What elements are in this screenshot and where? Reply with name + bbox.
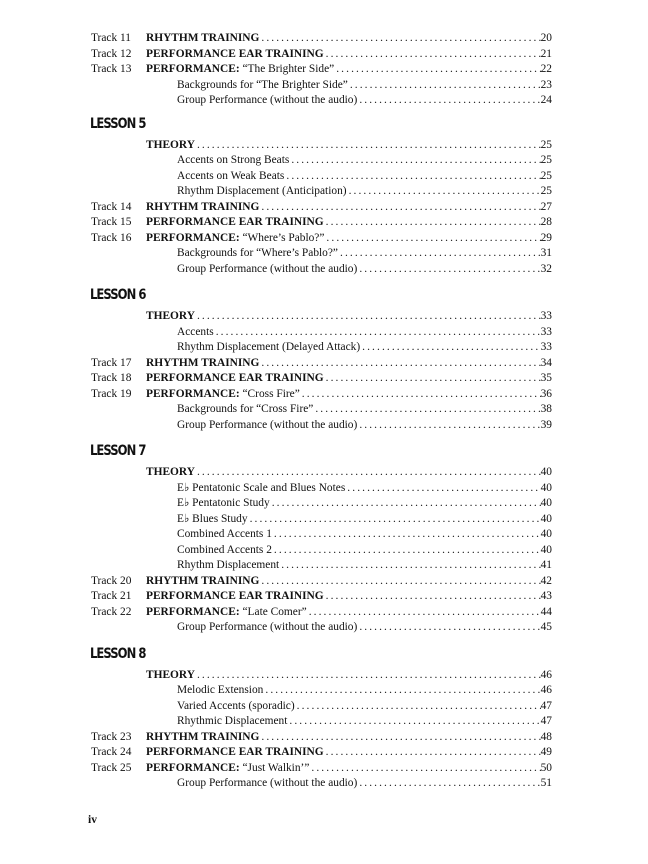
page-number: 40: [540, 466, 552, 478]
entry-bold-title: PERFORMANCE:: [146, 387, 240, 400]
entry-text: “Where’s Pablo?”: [239, 231, 325, 244]
dot-leader: [300, 387, 541, 403]
page-number: 47: [540, 699, 552, 712]
toc-entry-line: [146, 309, 552, 325]
entry-text: Rhythm Displacement (Anticipation): [177, 185, 347, 197]
dot-leader: [324, 47, 541, 63]
entry-title: [146, 371, 324, 387]
entry-bold-title: RHYTHM TRAINING: [146, 32, 260, 44]
entry-bold-title: THEORY: [146, 466, 195, 478]
toc-entry[interactable]: [0, 761, 648, 777]
toc-entry-line: [146, 668, 552, 684]
entry-title: [177, 402, 313, 418]
toc-entry-line: [146, 605, 552, 621]
entry-bold-title: RHYTHM TRAINING: [146, 574, 260, 587]
entry-title: [177, 325, 214, 341]
page-number: 31: [540, 247, 552, 259]
toc-entry-line: [146, 31, 552, 47]
toc-entry-line: [146, 47, 552, 63]
toc-entry-line: [146, 574, 552, 590]
entry-title: [177, 169, 284, 185]
entry-title: [177, 262, 357, 278]
entry-title: [177, 776, 357, 792]
page-number: 43: [540, 590, 552, 602]
dot-leader: [360, 340, 540, 356]
toc-entry-line: [146, 371, 552, 387]
entry-title: [146, 730, 259, 746]
dot-leader: [357, 418, 540, 434]
entry-title: [146, 138, 195, 154]
entry-title: [146, 215, 324, 231]
page-number: 25: [540, 154, 552, 166]
entry-title: [146, 605, 307, 621]
toc-entry-line: [177, 340, 552, 356]
page-number: 34: [540, 356, 552, 369]
page-number: 50: [540, 761, 552, 774]
page-number: 39: [540, 418, 552, 431]
page-number: 33: [540, 341, 552, 353]
lesson-heading-lesson-6: LESSON 6: [90, 287, 146, 303]
toc-entry[interactable]: [0, 262, 648, 278]
dot-leader: [279, 558, 540, 574]
toc-entry[interactable]: [0, 402, 648, 418]
dot-leader: [324, 745, 541, 761]
dot-leader: [357, 776, 540, 792]
toc-entry-line: [146, 730, 552, 746]
page-number: 45: [540, 621, 552, 633]
page-number: 40: [540, 512, 552, 525]
toc-entry[interactable]: [0, 387, 648, 403]
page-number: 40: [540, 497, 552, 509]
lesson-heading-lesson-8: LESSON 8: [90, 645, 146, 662]
toc-entry-line: [146, 589, 552, 605]
toc-entry-line: [146, 200, 552, 216]
page-number: 49: [540, 746, 552, 758]
track-number: Track 14: [91, 200, 132, 213]
dot-leader: [259, 200, 540, 216]
dot-leader: [324, 589, 541, 605]
page-number: 38: [540, 403, 552, 415]
entry-bold-title: THEORY: [146, 310, 195, 322]
page-number: 44: [540, 605, 552, 618]
dot-leader: [307, 605, 541, 621]
dot-leader: [195, 668, 541, 684]
entry-bold-title: THEORY: [146, 138, 195, 151]
page-number: 29: [540, 231, 552, 244]
track-number: Track 18: [91, 372, 132, 384]
entry-bold-title: PERFORMANCE EAR TRAINING: [146, 372, 324, 384]
table-of-contents: [0, 31, 648, 792]
entry-text: Varied Accents (sporadic): [177, 699, 295, 712]
entry-title: [177, 184, 347, 200]
toc-entry[interactable]: [0, 31, 648, 47]
entry-bold-title: PERFORMANCE EAR TRAINING: [146, 216, 324, 228]
toc-entry-line: [177, 184, 552, 200]
entry-bold-title: RHYTHM TRAINING: [146, 200, 260, 213]
toc-entry[interactable]: [0, 62, 648, 78]
lesson-heading-lesson-5: LESSON 5: [90, 115, 146, 132]
track-number: Track 12: [91, 47, 132, 60]
entry-text: Combined Accents 1: [177, 528, 272, 540]
entry-title: [146, 356, 259, 372]
toc-entry-line: [177, 262, 552, 278]
track-number: Track 19: [91, 387, 132, 400]
dot-leader: [289, 153, 540, 169]
entry-title: [177, 683, 263, 699]
dot-leader: [295, 699, 541, 715]
dot-leader: [334, 62, 540, 78]
entry-text: Accents on Strong Beats: [177, 154, 290, 166]
entry-title: [177, 496, 270, 512]
toc-entry[interactable]: [0, 668, 648, 684]
toc-entry[interactable]: [0, 465, 648, 481]
dot-leader: [287, 714, 540, 730]
entry-title: [146, 62, 334, 78]
dot-leader: [357, 620, 540, 636]
entry-title: [146, 387, 300, 403]
page-number: 22: [540, 63, 552, 75]
page-number: 36: [540, 387, 552, 400]
toc-entry[interactable]: [0, 169, 648, 185]
entry-title: [146, 589, 324, 605]
dot-leader: [313, 402, 540, 418]
toc-entry-line: [146, 387, 552, 403]
toc-entry-line: [177, 496, 552, 512]
entry-text: Rhythmic Displacement: [177, 715, 288, 727]
entry-title: [177, 340, 360, 356]
toc-entry-line: [177, 169, 552, 185]
toc-entry-line: [146, 761, 552, 777]
dot-leader: [195, 465, 541, 481]
page-number: 40: [540, 543, 552, 556]
entry-bold-title: THEORY: [146, 668, 195, 681]
toc-entry[interactable]: [0, 574, 648, 590]
entry-title: [146, 574, 259, 590]
toc-entry[interactable]: [0, 730, 648, 746]
entry-bold-title: RHYTHM TRAINING: [146, 356, 260, 369]
entry-title: [146, 761, 309, 777]
entry-title: [146, 745, 324, 761]
entry-title: [146, 31, 259, 47]
dot-leader: [324, 371, 541, 387]
entry-bold-title: PERFORMANCE:: [146, 605, 240, 618]
toc-entry[interactable]: [0, 309, 648, 325]
entry-title: [146, 231, 324, 247]
dot-leader: [214, 325, 541, 341]
entry-title: [177, 481, 345, 497]
toc-entry[interactable]: [0, 558, 648, 574]
entry-title: [177, 78, 348, 94]
entry-title: [177, 699, 295, 715]
toc-entry[interactable]: [0, 231, 648, 247]
toc-entry[interactable]: [0, 340, 648, 356]
toc-entry[interactable]: [0, 699, 648, 715]
entry-text: Backgrounds for “The Brighter Side”: [177, 78, 348, 91]
toc-entry[interactable]: [0, 496, 648, 512]
page-number: 32: [540, 262, 552, 275]
page-number: 23: [540, 78, 552, 91]
track-number: Track 15: [91, 216, 132, 228]
toc-entry-line: [146, 215, 552, 231]
dot-leader: [263, 683, 540, 699]
track-number: Track 11: [91, 32, 131, 44]
dot-leader: [248, 512, 541, 528]
dot-leader: [347, 184, 541, 200]
page-number: 40: [540, 481, 552, 494]
entry-text: “Just Walkin’”: [239, 761, 310, 774]
entry-title: [177, 246, 338, 262]
page-number: 42: [540, 574, 552, 587]
track-number: Track 23: [91, 730, 132, 743]
page-number: 51: [540, 777, 552, 789]
toc-entry-line: [146, 745, 552, 761]
entry-text: Group Performance (without the audio): [177, 262, 358, 275]
toc-entry-line: [146, 231, 552, 247]
toc-entry[interactable]: [0, 93, 648, 109]
toc-entry[interactable]: [0, 138, 648, 154]
entry-bold-title: PERFORMANCE:: [146, 231, 240, 244]
toc-entry-line: [177, 418, 552, 434]
entry-text: Group Performance (without the audio): [177, 94, 358, 106]
toc-entry-line: [177, 683, 552, 699]
page-number: 33: [540, 310, 552, 322]
dot-leader: [284, 169, 540, 185]
toc-entry[interactable]: [0, 325, 648, 341]
entry-title: [177, 153, 289, 169]
toc-entry[interactable]: [0, 776, 648, 792]
toc-entry[interactable]: [0, 683, 648, 699]
entry-text: Combined Accents 2: [177, 543, 272, 556]
page-number: 25: [540, 138, 552, 151]
toc-entry-line: [146, 465, 552, 481]
toc-entry-line: [177, 527, 552, 543]
dot-leader: [348, 78, 541, 94]
track-number: Track 13: [91, 63, 132, 75]
entry-text: Backgrounds for “Where’s Pablo?”: [177, 247, 338, 259]
lesson-heading-lesson-7: LESSON 7: [90, 443, 146, 459]
page-number: 27: [540, 200, 552, 213]
entry-text: E♭ Pentatonic Scale and Blues Notes: [177, 481, 346, 494]
page-number: 46: [540, 668, 552, 681]
entry-bold-title: PERFORMANCE EAR TRAINING: [146, 590, 324, 602]
dot-leader: [309, 761, 540, 777]
dot-leader: [272, 527, 541, 543]
track-number: Track 24: [91, 746, 132, 758]
entry-text: Melodic Extension: [177, 684, 264, 696]
page-number: 35: [540, 372, 552, 384]
toc-entry-line: [146, 62, 552, 78]
toc-entry[interactable]: [0, 246, 648, 262]
page-number: 24: [540, 94, 552, 106]
page-number: 28: [540, 216, 552, 228]
entry-text: Rhythm Displacement: [177, 559, 280, 571]
entry-bold-title: PERFORMANCE:: [146, 761, 240, 774]
entry-bold-title: PERFORMANCE EAR TRAINING: [146, 746, 324, 758]
entry-bold-title: PERFORMANCE EAR TRAINING: [146, 47, 324, 60]
entry-title: [177, 543, 272, 559]
dot-leader: [324, 231, 540, 247]
dot-leader: [324, 215, 541, 231]
entry-title: [146, 668, 195, 684]
entry-title: [177, 512, 248, 528]
dot-leader: [259, 31, 540, 47]
page-number: 25: [540, 169, 552, 182]
entry-text: Group Performance (without the audio): [177, 621, 358, 633]
toc-entry[interactable]: [0, 543, 648, 559]
toc-entry[interactable]: [0, 714, 648, 730]
toc-entry-line: [177, 699, 552, 715]
toc-entry[interactable]: [0, 745, 648, 761]
entry-title: [146, 309, 195, 325]
dot-leader: [259, 356, 540, 372]
dot-leader: [259, 730, 540, 746]
toc-entry[interactable]: [0, 215, 648, 231]
dot-leader: [270, 496, 541, 512]
entry-text: Backgrounds for “Cross Fire”: [177, 403, 314, 415]
toc-entry-line: [177, 512, 552, 528]
dot-leader: [345, 481, 540, 497]
entry-text: E♭ Pentatonic Study: [177, 497, 270, 509]
entry-text: Accents on Weak Beats: [177, 169, 285, 182]
entry-text: Group Performance (without the audio): [177, 777, 358, 789]
toc-entry[interactable]: [0, 589, 648, 605]
toc-entry[interactable]: [0, 512, 648, 528]
toc-entry[interactable]: [0, 47, 648, 63]
page-number: 46: [540, 684, 552, 696]
toc-entry[interactable]: [0, 481, 648, 497]
toc-entry-line: [146, 138, 552, 154]
toc-entry-line: [177, 246, 552, 262]
page-number: 41: [540, 559, 552, 571]
dot-leader: [195, 309, 541, 325]
track-number: Track 17: [91, 356, 132, 369]
dot-leader: [357, 262, 540, 278]
page-number: 33: [540, 325, 552, 338]
entry-text: “The Brighter Side”: [239, 63, 335, 75]
page-number: 47: [540, 715, 552, 727]
entry-title: [177, 558, 279, 574]
page-number: 40: [540, 528, 552, 540]
toc-entry[interactable]: [0, 356, 648, 372]
toc-entry[interactable]: [0, 620, 648, 636]
dot-leader: [272, 543, 541, 559]
dot-leader: [259, 574, 540, 590]
toc-entry-line: [177, 402, 552, 418]
entry-text: E♭ Blues Study: [177, 512, 248, 525]
page-number: 21: [540, 47, 552, 60]
toc-entry-line: [177, 93, 552, 109]
toc-entry[interactable]: [0, 200, 648, 216]
entry-title: [177, 714, 287, 730]
track-number: Track 21: [91, 590, 132, 602]
entry-title: [146, 200, 259, 216]
entry-bold-title: RHYTHM TRAINING: [146, 730, 260, 743]
dot-leader: [338, 246, 541, 262]
entry-text: Accents: [177, 325, 214, 338]
entry-title: [177, 418, 357, 434]
toc-entry[interactable]: [0, 78, 648, 94]
toc-entry[interactable]: [0, 605, 648, 621]
toc-entry-line: [177, 481, 552, 497]
track-number: Track 20: [91, 574, 132, 587]
page-number: 48: [540, 730, 552, 743]
track-number: Track 25: [91, 761, 132, 774]
entry-text: “Late Comer”: [239, 605, 307, 618]
toc-entry[interactable]: [0, 371, 648, 387]
entry-text: “Cross Fire”: [239, 387, 300, 400]
toc-entry-line: [177, 776, 552, 792]
toc-entry-line: [177, 543, 552, 559]
toc-entry-line: [177, 78, 552, 94]
entry-text: Group Performance (without the audio): [177, 418, 358, 431]
entry-title: [177, 93, 357, 109]
toc-entry-line: [177, 620, 552, 636]
toc-entry-line: [177, 714, 552, 730]
entry-title: [146, 47, 324, 63]
page-number: 20: [540, 32, 552, 44]
toc-entry[interactable]: [0, 153, 648, 169]
page-number-folio: iv: [88, 814, 97, 826]
entry-title: [177, 620, 357, 636]
toc-entry-line: [146, 356, 552, 372]
toc-entry-line: [177, 558, 552, 574]
entry-title: [177, 527, 272, 543]
dot-leader: [195, 138, 541, 154]
toc-entry[interactable]: [0, 527, 648, 543]
toc-entry-line: [177, 153, 552, 169]
entry-bold-title: PERFORMANCE:: [146, 63, 240, 75]
toc-entry-line: [177, 325, 552, 341]
track-number: Track 22: [91, 605, 132, 618]
toc-entry[interactable]: [0, 184, 648, 200]
entry-title: [146, 465, 195, 481]
page-number: 25: [540, 185, 552, 197]
dot-leader: [357, 93, 540, 109]
entry-text: Rhythm Displacement (Delayed Attack): [177, 341, 361, 353]
track-number: Track 16: [91, 231, 132, 244]
toc-entry[interactable]: [0, 418, 648, 434]
